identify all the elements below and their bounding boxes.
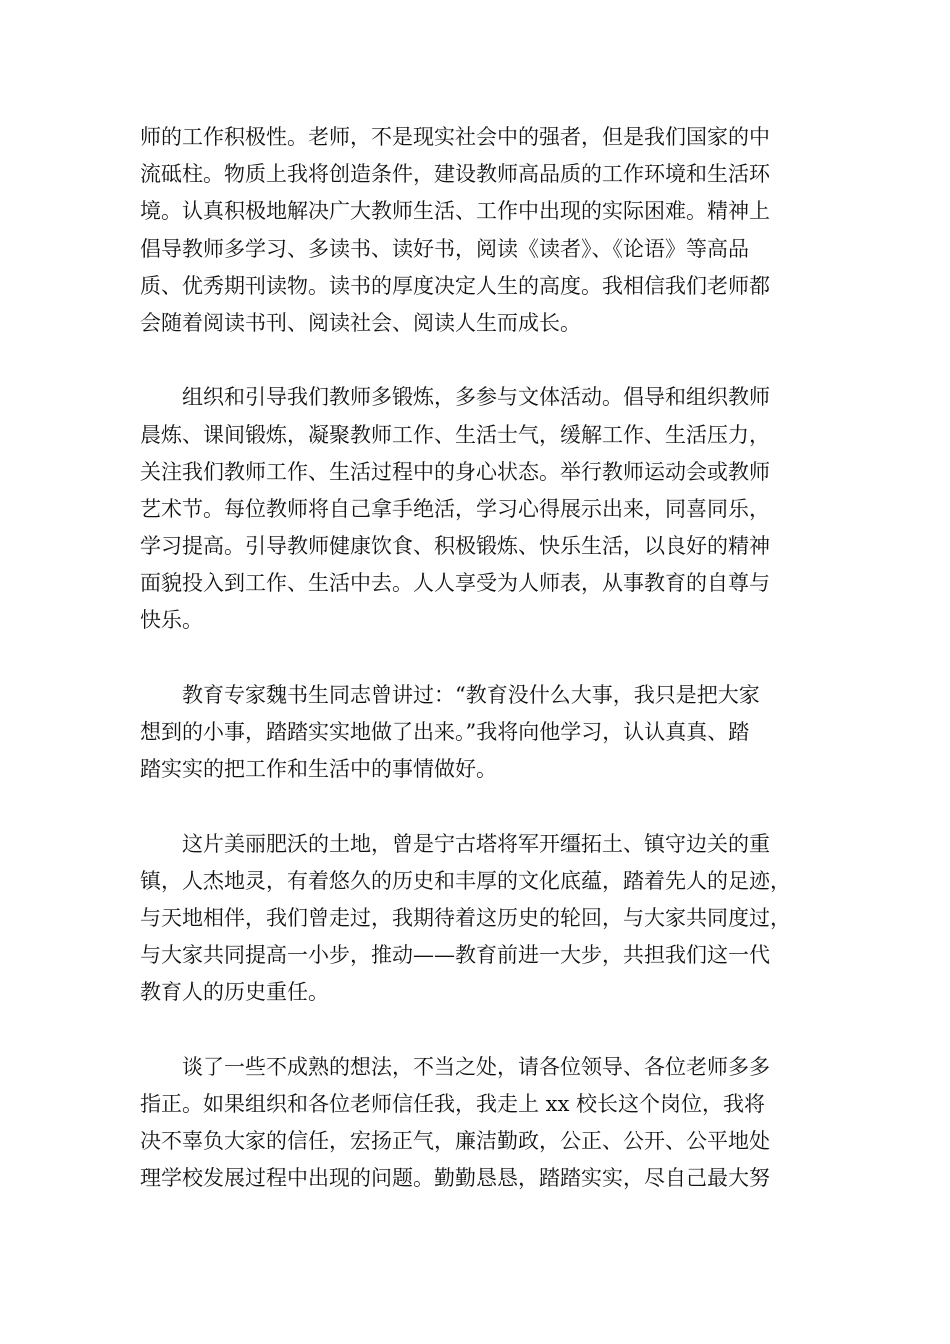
paragraph <box>140 677 820 789</box>
text-line: 关注我们教师工作、生活过程中的身心状态。举行教师运动会或教师 <box>140 459 770 484</box>
text-line: 镇，人杰地灵，有着悠久的历史和丰厚的文化底蕴，踏着先人的足迹， <box>140 868 791 893</box>
text-line: 晨炼、课间锻炼，凝聚教师工作、生活士气，缓解工作、生活压力， <box>140 422 770 447</box>
text-line: 会随着阅读书刊、阅读社会、阅读人生而成长。 <box>140 310 581 335</box>
text-line: 踏实实的把工作和生活中的事情做好。 <box>140 757 497 782</box>
text-line: 理学校发展过程中出现的问题。勤勤恳恳，踏踏实实，尽自己最大努 <box>140 1166 770 1191</box>
paragraph-gap <box>140 788 820 825</box>
paragraph <box>140 379 820 639</box>
text-line: 质、优秀期刊读物。读书的厚度决定人生的高度。我相信我们老师都 <box>140 273 770 298</box>
text-line: 师的工作积极性。老师，不是现实社会中的强者，但是我们国家的中 <box>140 125 770 149</box>
paragraph-gap <box>140 342 820 379</box>
text-line: 教育专家魏书生同志曾讲过：“教育没什么大事，我只是把大家 <box>182 682 760 707</box>
text-line: 面貌投入到工作、生活中去。人人享受为人师表，从事教育的自尊与 <box>140 571 770 596</box>
text-line: 决不辜负大家的信任，宏扬正气，廉洁勤政，公正、公开、公平地处 <box>140 1129 770 1154</box>
text-line: 教育人的历史重任。 <box>140 980 329 1005</box>
text-line: 指正。如果组织和各位老师信任我，我走上 xx 校长这个岗位，我将 <box>140 1091 766 1116</box>
document-body <box>140 119 820 1197</box>
paragraph <box>140 1049 820 1198</box>
text-line: 想到的小事，踏踏实实地做了出来。”我将向他学习，认认真真、踏 <box>140 720 750 744</box>
text-line: 倡导教师多学习、多读书、读好书，阅读《读者》、《论语》等高品 <box>140 236 749 261</box>
text-line: 与大家共同提高一小步，推动——教育前进一大步，共担我们这一代 <box>140 943 770 968</box>
text-line: 快乐。 <box>140 608 203 633</box>
text-line: 学习提高。引导教师健康饮食、积极锻炼、快乐生活，以良好的精神 <box>140 534 770 559</box>
text-line: 这片美丽肥沃的土地，曾是宁古塔将军开缰拓土、镇守边关的重 <box>182 831 770 856</box>
paragraph-gap <box>140 1012 820 1049</box>
text-line: 谈了一些不成熟的想法，不当之处，请各位领导、各位老师多多 <box>182 1054 770 1079</box>
text-line: 组织和引导我们教师多锻炼，多参与文体活动。倡导和组织教师 <box>182 385 770 410</box>
paragraph <box>140 826 820 1012</box>
text-line: 艺术节。每位教师将自己拿手绝活，学习心得展示出来，同喜同乐， <box>140 496 770 521</box>
paragraph <box>140 119 820 342</box>
text-line: 与天地相伴，我们曾走过，我期待着这历史的轮回，与大家共同度过， <box>140 905 791 930</box>
paragraph-gap <box>140 640 820 677</box>
text-line: 境。认真积极地解决广大教师生活、工作中出现的实际困难。精神上 <box>140 199 770 224</box>
text-line: 流砥柱。物质上我将创造条件，建设教师高品质的工作环境和生活环 <box>140 162 770 187</box>
